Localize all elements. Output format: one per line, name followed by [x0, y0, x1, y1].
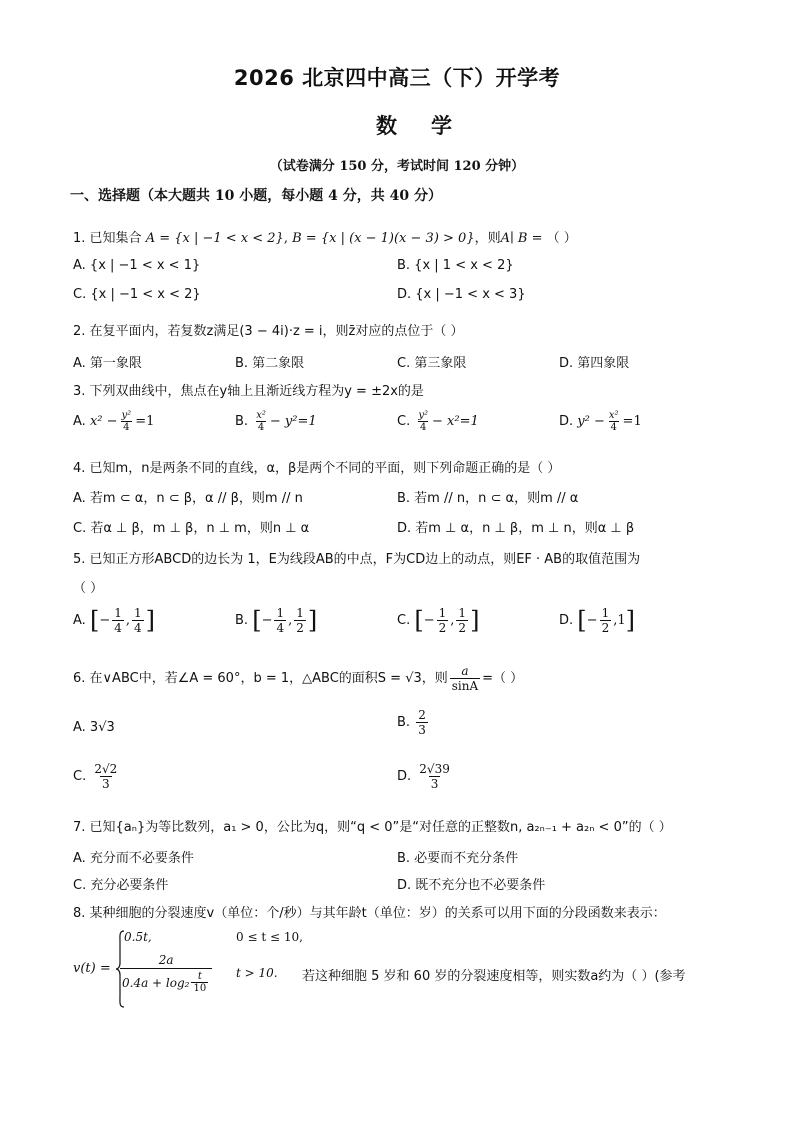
exam-note: （试卷满分 150 分，考试时间 120 分钟） — [269, 159, 525, 174]
q5-d-frac-1 — [600, 606, 612, 635]
q5-b-n2: 1 — [296, 606, 304, 620]
q5-d-close: ] — [625, 606, 636, 635]
question-7-stem: 7. 已知{aₙ}为等比数列，a₁ > 0，公比为q，则“q < 0”是“对任意的正整数n, a₂ₙ₋₁ + a₂ₙ < 0”的（ ） — [73, 820, 672, 835]
q2-option-c[interactable]: C. 第三象限 — [397, 356, 467, 371]
question-5-paren: （ ） — [73, 581, 104, 596]
q6-option-d[interactable] — [397, 762, 454, 791]
q6-option-a[interactable]: A. 3√3 — [73, 720, 115, 735]
q8-case2-den — [120, 968, 212, 994]
q1-set-b: B = {x | (x − 1)(x − 3) > 0} — [292, 231, 475, 246]
q1-stem-post: ，则 — [474, 231, 501, 246]
q6-stem-post: =（ ） — [482, 671, 524, 686]
q7-option-d[interactable]: D. 既不充分也不必要条件 — [397, 878, 546, 893]
q5-a-n2: 1 — [134, 606, 142, 620]
q3-d-fraction — [607, 410, 621, 433]
q5-a-label: A. — [73, 613, 86, 628]
q6-b-num: 2 — [418, 708, 426, 722]
q4-option-c[interactable]: C. 若α ⊥ β，m ⊥ β，n ⊥ m，则n ⊥ α — [73, 521, 310, 536]
q6-d-fraction — [417, 762, 452, 791]
q3-a-den: 4 — [123, 422, 130, 433]
q4-option-a[interactable]: A. 若m ⊂ α，n ⊂ β，α // β，则m // n — [73, 491, 303, 506]
q1-option-c[interactable]: C. {x | −1 < x < 2} — [73, 287, 201, 302]
q5-c-frac-1 — [437, 606, 449, 635]
q5-a-n1: 1 — [114, 606, 122, 620]
q3-b-fraction — [254, 410, 268, 433]
q5-a-open: [ — [89, 606, 100, 635]
q3-option-a[interactable] — [73, 410, 154, 433]
q5-b-close: ] — [307, 606, 318, 635]
question-4-stem: 4. 已知m，n是两条不同的直线，α，β是两个不同的平面，则下列命题正确的是（ ） — [73, 461, 561, 476]
q1-option-b[interactable]: B. {x | 1 < x < 2} — [397, 258, 514, 273]
q5-c-d1: 2 — [438, 621, 447, 635]
q3-option-b[interactable] — [235, 410, 317, 433]
q8-case2-den-den: 10 — [193, 983, 207, 994]
q4-option-b[interactable]: B. 若m // n，n ⊂ α，则m // α — [397, 491, 579, 506]
q1-expr: A∣ B = — [500, 231, 547, 246]
q3-c-fraction — [416, 410, 430, 433]
q6-b-den: 3 — [418, 723, 426, 737]
q4-option-d[interactable]: D. 若m ⊥ α，n ⊥ β，m ⊥ n，则α ⊥ β — [397, 521, 635, 536]
exam-title: 2026 北京四中高三（下）开学考 — [233, 66, 561, 90]
q5-d-tail: 1 — [617, 613, 626, 628]
q1-set-a: A = {x | −1 < x < 2} — [145, 231, 284, 246]
q5-option-b[interactable]: B. [− $\frac{1}{4}$ , $\frac{1}{2}$ ] — [235, 606, 318, 635]
q6-c-den: 3 — [102, 777, 110, 791]
q6-b-fraction — [416, 708, 428, 737]
q5-b-n1: 1 — [276, 606, 285, 620]
question-3-stem: 3. 下列双曲线中，焦点在y轴上且渐近线方程为y = ±2x的是 — [73, 384, 424, 399]
q2-option-a[interactable]: A. 第一象限 — [73, 356, 142, 371]
q3-c-post: − x²=1 — [432, 414, 479, 429]
q6-c-num: 2√2 — [94, 762, 118, 776]
q2-option-b[interactable]: B. 第二象限 — [235, 356, 305, 371]
q5-d-label: D. — [559, 613, 574, 628]
section-heading: 一、选择题（本大题共 10 小题，每小题 4 分，共 40 分） — [70, 188, 442, 204]
q5-c-n1: 1 — [438, 606, 447, 620]
q5-b-d1: 4 — [276, 621, 285, 635]
q5-d-d1: 2 — [601, 621, 610, 635]
q7-option-a[interactable]: A. 充分而不必要条件 — [73, 851, 194, 866]
q7-option-c[interactable]: C. 充分必要条件 — [73, 878, 169, 893]
q5-c-close: ] — [470, 606, 480, 635]
q6-stem-fraction — [450, 664, 480, 693]
q1-stem-pre: 1. 已知集合 — [73, 231, 142, 246]
q3-option-d[interactable] — [559, 410, 642, 433]
q3-d-den: 4 — [610, 422, 617, 433]
q3-a-post: =1 — [135, 414, 155, 429]
q5-c-open: [ — [414, 606, 424, 635]
q5-b-label: B. — [235, 613, 249, 628]
q5-c-frac-2 — [456, 606, 468, 635]
q5-a-frac-1 — [112, 606, 124, 635]
q3-d-num: x² — [608, 410, 619, 421]
question-1-stem — [73, 227, 577, 246]
q5-a-d2: 4 — [134, 621, 142, 635]
q2-option-d[interactable]: D. 第四象限 — [559, 356, 630, 371]
q5-c-d2: 2 — [458, 621, 467, 635]
q5-b-d2: 2 — [296, 621, 304, 635]
q3-a-fraction — [120, 410, 134, 433]
q1-option-a[interactable]: A. {x | −1 < x < 1} — [73, 258, 201, 273]
q1-comma: , — [283, 231, 288, 246]
q8-case2-den-fraction — [191, 971, 208, 994]
q5-option-d[interactable]: D. [− $\frac{1}{2}$ ,1] — [559, 606, 636, 635]
q8-case1-cond: 0 ≤ t ≤ 10, — [236, 930, 303, 944]
q3-a-pre: x² − — [89, 414, 118, 429]
q5-b-open: [ — [252, 606, 262, 635]
q8-piecewise-lhs: v(t) = — [73, 961, 111, 976]
q1-option-d[interactable]: D. {x | −1 < x < 3} — [397, 287, 526, 302]
q5-b-frac-1 — [274, 606, 286, 635]
q6-d-den: 3 — [430, 777, 439, 791]
q3-option-c[interactable] — [397, 410, 479, 433]
question-5-stem: 5. 已知正方形ABCD的边长为 1，E为线段AB的中点，F为CD边上的动点，则EF · AB的取值范围为 — [73, 552, 641, 567]
q6-c-fraction — [92, 762, 119, 791]
q8-case2-den-pre: 0.4a + log₂ — [122, 975, 190, 990]
q3-c-den: 4 — [420, 422, 427, 433]
q3-c-num: y² — [418, 410, 429, 421]
q5-d-n1: 1 — [601, 606, 610, 620]
q3-b-num: x² — [256, 410, 266, 421]
q5-a-d1: 4 — [114, 621, 122, 635]
q5-option-c[interactable]: C. [− $\frac{1}{2}$ , $\frac{1}{2}$ ] — [397, 606, 480, 635]
q6-d-num: 2√39 — [419, 762, 450, 776]
q3-d-pre: y² − — [577, 414, 605, 429]
q3-c-label: C. — [397, 414, 411, 429]
q5-option-a[interactable]: A. [− $\frac{1}{4}$ , $\frac{1}{4}$ ] — [73, 606, 156, 635]
q5-a-close: ] — [145, 606, 156, 635]
q8-case2-num: 2a — [158, 953, 174, 967]
question-8-stem: 8. 某种细胞的分裂速度v（单位：个/秒）与其年龄t（单位：岁）的关系可以用下面的分段函数来表示： — [73, 906, 666, 921]
q5-b-frac-2 — [294, 606, 306, 635]
exam-subject: 数学 — [376, 114, 486, 138]
q6-b-label: B. — [397, 715, 411, 730]
q3-b-post: − y²=1 — [269, 414, 317, 429]
q6-stem-pre: 6. 在∨ABC中，若∠A = 60°，b = 1，△ABC的面积S = √3，则 — [73, 671, 448, 686]
q3-b-den: 4 — [257, 422, 265, 433]
q5-c-n2: 1 — [458, 606, 467, 620]
q3-b-label: B. — [235, 414, 249, 429]
q6-option-c[interactable] — [73, 762, 121, 791]
q6-c-label: C. — [73, 769, 87, 784]
q1-paren: （ ） — [546, 231, 577, 246]
q3-d-post: =1 — [622, 414, 642, 429]
q3-d-label: D. — [559, 414, 574, 429]
question-2-stem: 2. 在复平面内，若复数z满足(3 − 4i)·z = i，则z̄对应的点位于（ ） — [73, 324, 464, 339]
question-6-stem — [73, 664, 523, 693]
q3-a-label: A. — [73, 414, 86, 429]
q6-option-b[interactable] — [397, 708, 430, 737]
q5-c-label: C. — [397, 613, 411, 628]
q8-tail: 若这种细胞 5 岁和 60 岁的分裂速度相等，则实数a约为（ ）(参考 — [302, 969, 686, 984]
q8-case1-expr: 0.5t, — [124, 930, 152, 944]
q8-case2-cond: t > 10. — [236, 966, 278, 980]
q5-d-open: [ — [577, 606, 587, 635]
q8-case2-fraction — [120, 952, 212, 994]
q6-frac-den: sinA — [451, 679, 479, 693]
q7-option-b[interactable]: B. 必要而不充分条件 — [397, 851, 519, 866]
q3-a-num: y² — [121, 410, 132, 421]
q6-d-label: D. — [397, 769, 412, 784]
q5-a-frac-2 — [132, 606, 144, 635]
q6-frac-num: a — [461, 664, 469, 678]
q8-case2-den-num: t — [197, 971, 202, 982]
